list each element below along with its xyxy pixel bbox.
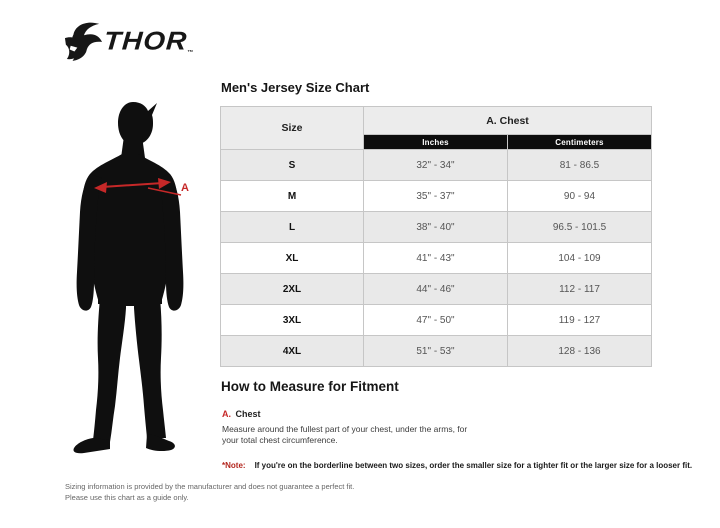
table-row [221, 243, 652, 274]
note-text: If you're on the borderline between two sizes, order the smaller size for a tighter fit or the larger size for a looser fit. [254, 461, 693, 470]
male-silhouette-figure [60, 98, 220, 458]
measure-item-description: Measure around the fullest part of your chest, under the arms, for your total chest circumference. [222, 424, 468, 446]
measurement-label-a: A [181, 182, 189, 194]
centimeters-cell: 104 - 109 [508, 243, 652, 274]
inches-cell: 41" - 43" [364, 243, 508, 274]
size-cell: M [221, 181, 364, 212]
size-cell: 2XL [221, 274, 364, 305]
inches-cell: 38" - 40" [364, 212, 508, 243]
centimeters-cell: 128 - 136 [508, 336, 652, 367]
thor-wordmark: THOR [103, 26, 189, 55]
column-header-chest: A. Chest [364, 107, 652, 135]
size-cell: 4XL [221, 336, 364, 367]
size-cell: S [221, 150, 364, 181]
measure-section-heading: How to Measure for Fitment [221, 379, 399, 394]
centimeters-cell: 112 - 117 [508, 274, 652, 305]
thor-goat-icon [64, 20, 102, 62]
size-chart-title: Men's Jersey Size Chart [221, 80, 370, 95]
inches-cell: 44" - 46" [364, 274, 508, 305]
inches-cell: 35" - 37" [364, 181, 508, 212]
inches-cell: 47" - 50" [364, 305, 508, 336]
measure-item-name: Chest [235, 409, 261, 419]
table-row [221, 274, 652, 305]
size-cell: XL [221, 243, 364, 274]
sizing-disclaimer: Sizing information is provided by the manufacturer and does not guarantee a perfect fit. Please use this chart as a guide only. [65, 482, 355, 502]
measure-item-chest [222, 404, 484, 447]
table-row [221, 336, 652, 367]
column-header-centimeters: Centimeters [508, 135, 652, 150]
centimeters-cell: 90 - 94 [508, 181, 652, 212]
measure-item-title [222, 404, 484, 422]
measure-item-letter: A. [222, 409, 231, 419]
note-label: *Note: [222, 461, 246, 470]
size-chart-table [220, 106, 652, 367]
table-row [221, 181, 652, 212]
inches-cell: 51" - 53" [364, 336, 508, 367]
inches-cell: 32" - 34" [364, 150, 508, 181]
centimeters-cell: 119 - 127 [508, 305, 652, 336]
male-silhouette [60, 98, 220, 458]
size-cell: L [221, 212, 364, 243]
column-header-inches: Inches [364, 135, 508, 150]
thor-logo [64, 20, 193, 62]
table-row [221, 150, 652, 181]
size-cell: 3XL [221, 305, 364, 336]
column-header-size: Size [221, 107, 364, 150]
centimeters-cell: 81 - 86.5 [508, 150, 652, 181]
trademark-symbol: ™ [187, 50, 194, 56]
table-row [221, 212, 652, 243]
table-row [221, 305, 652, 336]
fit-note [222, 461, 692, 470]
centimeters-cell: 96.5 - 101.5 [508, 212, 652, 243]
